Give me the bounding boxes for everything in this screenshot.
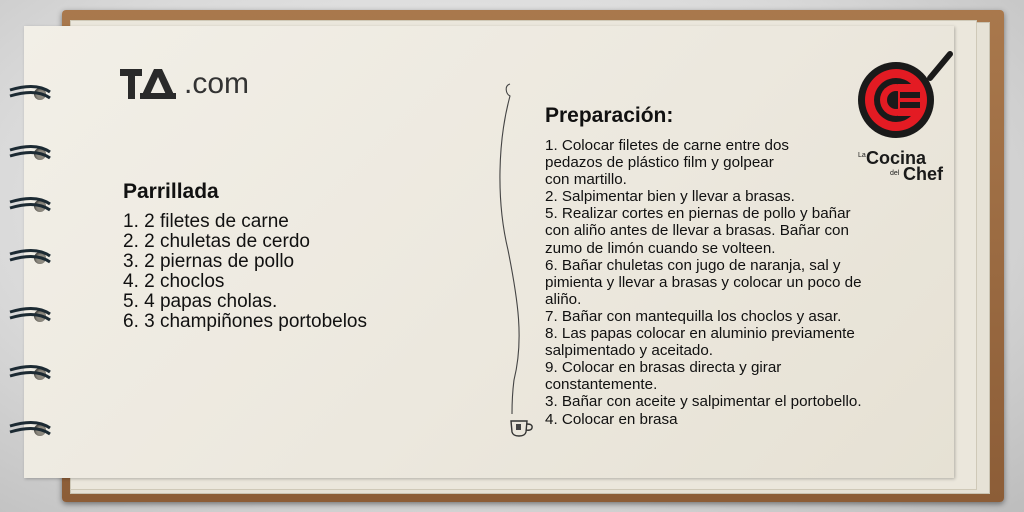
teacup-icon	[508, 416, 536, 438]
preparation-line: salpimentado y aceitado.	[545, 342, 714, 360]
teabag-string-divider	[490, 80, 530, 440]
preparation-line: constantemente.	[545, 376, 658, 394]
ingredient-item: 2. 2 chuletas de cerdo	[123, 231, 310, 252]
show-logo-chef: Chef	[903, 164, 943, 184]
spiral-ring-icon	[6, 196, 60, 214]
spiral-ring-icon	[6, 306, 60, 324]
ingredient-item: 5. 4 papas cholas.	[123, 291, 278, 312]
spiral-ring-icon	[6, 144, 60, 162]
site-logo	[120, 64, 249, 104]
show-logo-del: del	[890, 170, 900, 177]
preparation-line: pimienta y llevar a brasas y colocar un poco de	[545, 273, 862, 291]
preparation-line: 5. Realizar cortes en piernas de pollo y bañar	[545, 205, 851, 223]
ingredient-item: 6. 3 champiñones portobelos	[123, 311, 367, 332]
site-logo-suffix: .com	[184, 67, 250, 100]
preparation-line: zumo de limón cuando se volteen.	[545, 239, 776, 257]
preparation-line: con aliño antes de llevar a brasas. Bañar con	[545, 222, 849, 240]
ta-logo-mark-icon	[120, 67, 180, 101]
spiral-ring-icon	[6, 248, 60, 266]
ingredients-list	[123, 212, 367, 332]
preparation-line: 8. Las papas colocar en aluminio previamente	[545, 325, 855, 343]
preparation-line: 3. Bañar con aceite y salpimentar el portobello.	[545, 393, 862, 411]
show-logo-cocina: Cocina	[866, 148, 927, 168]
spiral-ring-icon	[6, 84, 60, 102]
preparation-line: 4. Colocar en brasa	[545, 410, 678, 428]
ingredient-item: 3. 2 piernas de pollo	[123, 251, 295, 272]
spiral-ring-icon	[6, 364, 60, 382]
show-logo-la: La	[858, 152, 866, 159]
preparation-line: aliño.	[545, 290, 582, 308]
spiral-ring-icon	[6, 420, 60, 438]
ingredient-item: 1. 2 filetes de carne	[123, 211, 289, 232]
ingredients-title: Parrillada	[123, 180, 219, 203]
preparation-line: 1. Colocar filetes de carne entre dos	[545, 137, 789, 154]
preparation-line: 6. Bañar chuletas con jugo de naranja, sal y	[545, 256, 841, 274]
preparation-line: 9. Colocar en brasas directa y girar	[545, 359, 782, 377]
preparation-line: 7. Bañar con mantequilla los choclos y asar.	[545, 307, 842, 325]
preparation-line: 2. Salpimentar bien y llevar a brasas.	[545, 188, 795, 206]
ingredient-item: 4. 2 choclos	[123, 271, 225, 292]
preparation-title: Preparación:	[545, 104, 674, 127]
preparation-line: con martillo.	[545, 171, 627, 189]
preparation-line: pedazos de plástico film y golpear	[545, 154, 774, 172]
